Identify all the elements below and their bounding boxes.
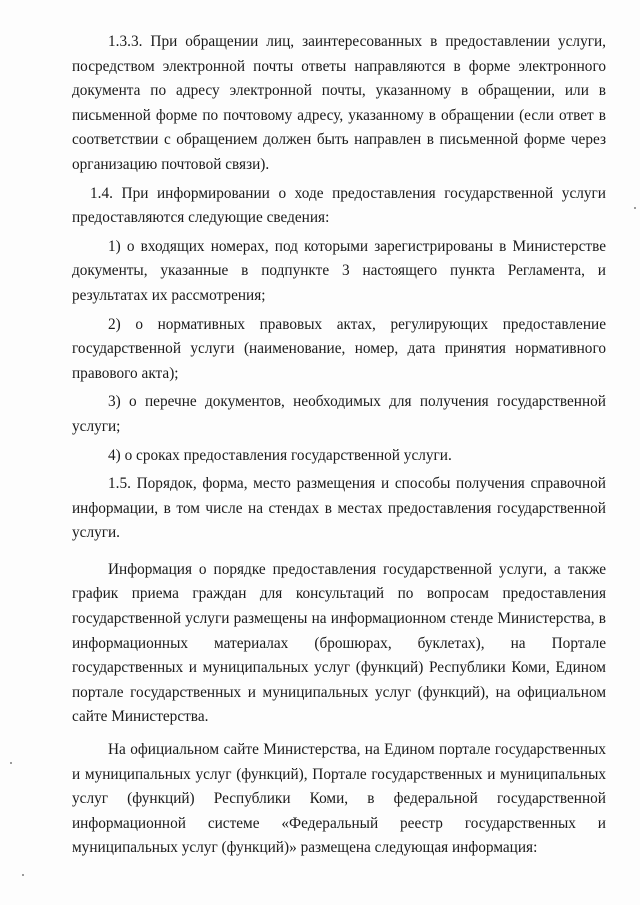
paragraph-1-5: 1.5. Порядок, форма, место размещения и способы получения справочной информации, в том числе на стендах в местах предоставления государственной услуги.	[72, 475, 606, 542]
scan-speck	[22, 874, 24, 876]
list-item-1: 1) о входящих номерах, под которыми зарегистрированы в Министерстве документы, указанные в подпункте 3 настоящего пункта Регламента, и результатах их рассмотрения;	[72, 237, 606, 304]
list-item-2: 2) о нормативных правовых актах, регулирующих предоставление государственной услуги (наименование, номер, дата принятия нормативного правового акта);	[72, 315, 606, 382]
paragraph-official-site: На официальном сайте Министерства, на Едином портале государственных и муниципальных услуг (функций), Портале государственных и муниципальных услуг (функций) Республики Коми, в федеральной государственной информационной системе «Федеральный реестр государственных и муниципальных услуг (функций)» размещена следующая информация:	[72, 741, 606, 857]
document-body	[72, 30, 606, 865]
paragraph-1-3-3: 1.3.3. При обращении лиц, заинтересованных в предоставлении услуги, посредством электронной почты ответы направляются в форме электронного документа по адресу электронной почты, указанному в обращении, или в письменной форме по почтовому адресу, указанному в обращении (если ответ в соответствии с обращением должен быть направлен в письменной форме через организацию почтовой связи).	[72, 33, 606, 173]
paragraph-1-4: 1.4. При информировании о ходе предоставления государственной услуги предоставляются следующие сведения:	[72, 184, 606, 227]
scan-speck	[634, 207, 636, 209]
scan-speck	[10, 762, 12, 764]
list-item-4: 4) о сроках предоставления государственной услуги.	[108, 446, 452, 464]
paragraph-information-placement: Информация о порядке предоставления государственной услуги, а также график приема граждан для консультаций по вопросам предоставления государственной услуги размещены на информационном стенде Министерства, в информационных материалах (брошюрах, буклетах), на Портале государственных и муниципальных услуг (функций) Республики Коми, Едином портале государственных и муниципальных услуг (функций), на официальном сайте Министерства.	[72, 560, 606, 726]
list-item-3: 3) о перечне документов, необходимых для получения государственной услуги;	[72, 393, 606, 435]
